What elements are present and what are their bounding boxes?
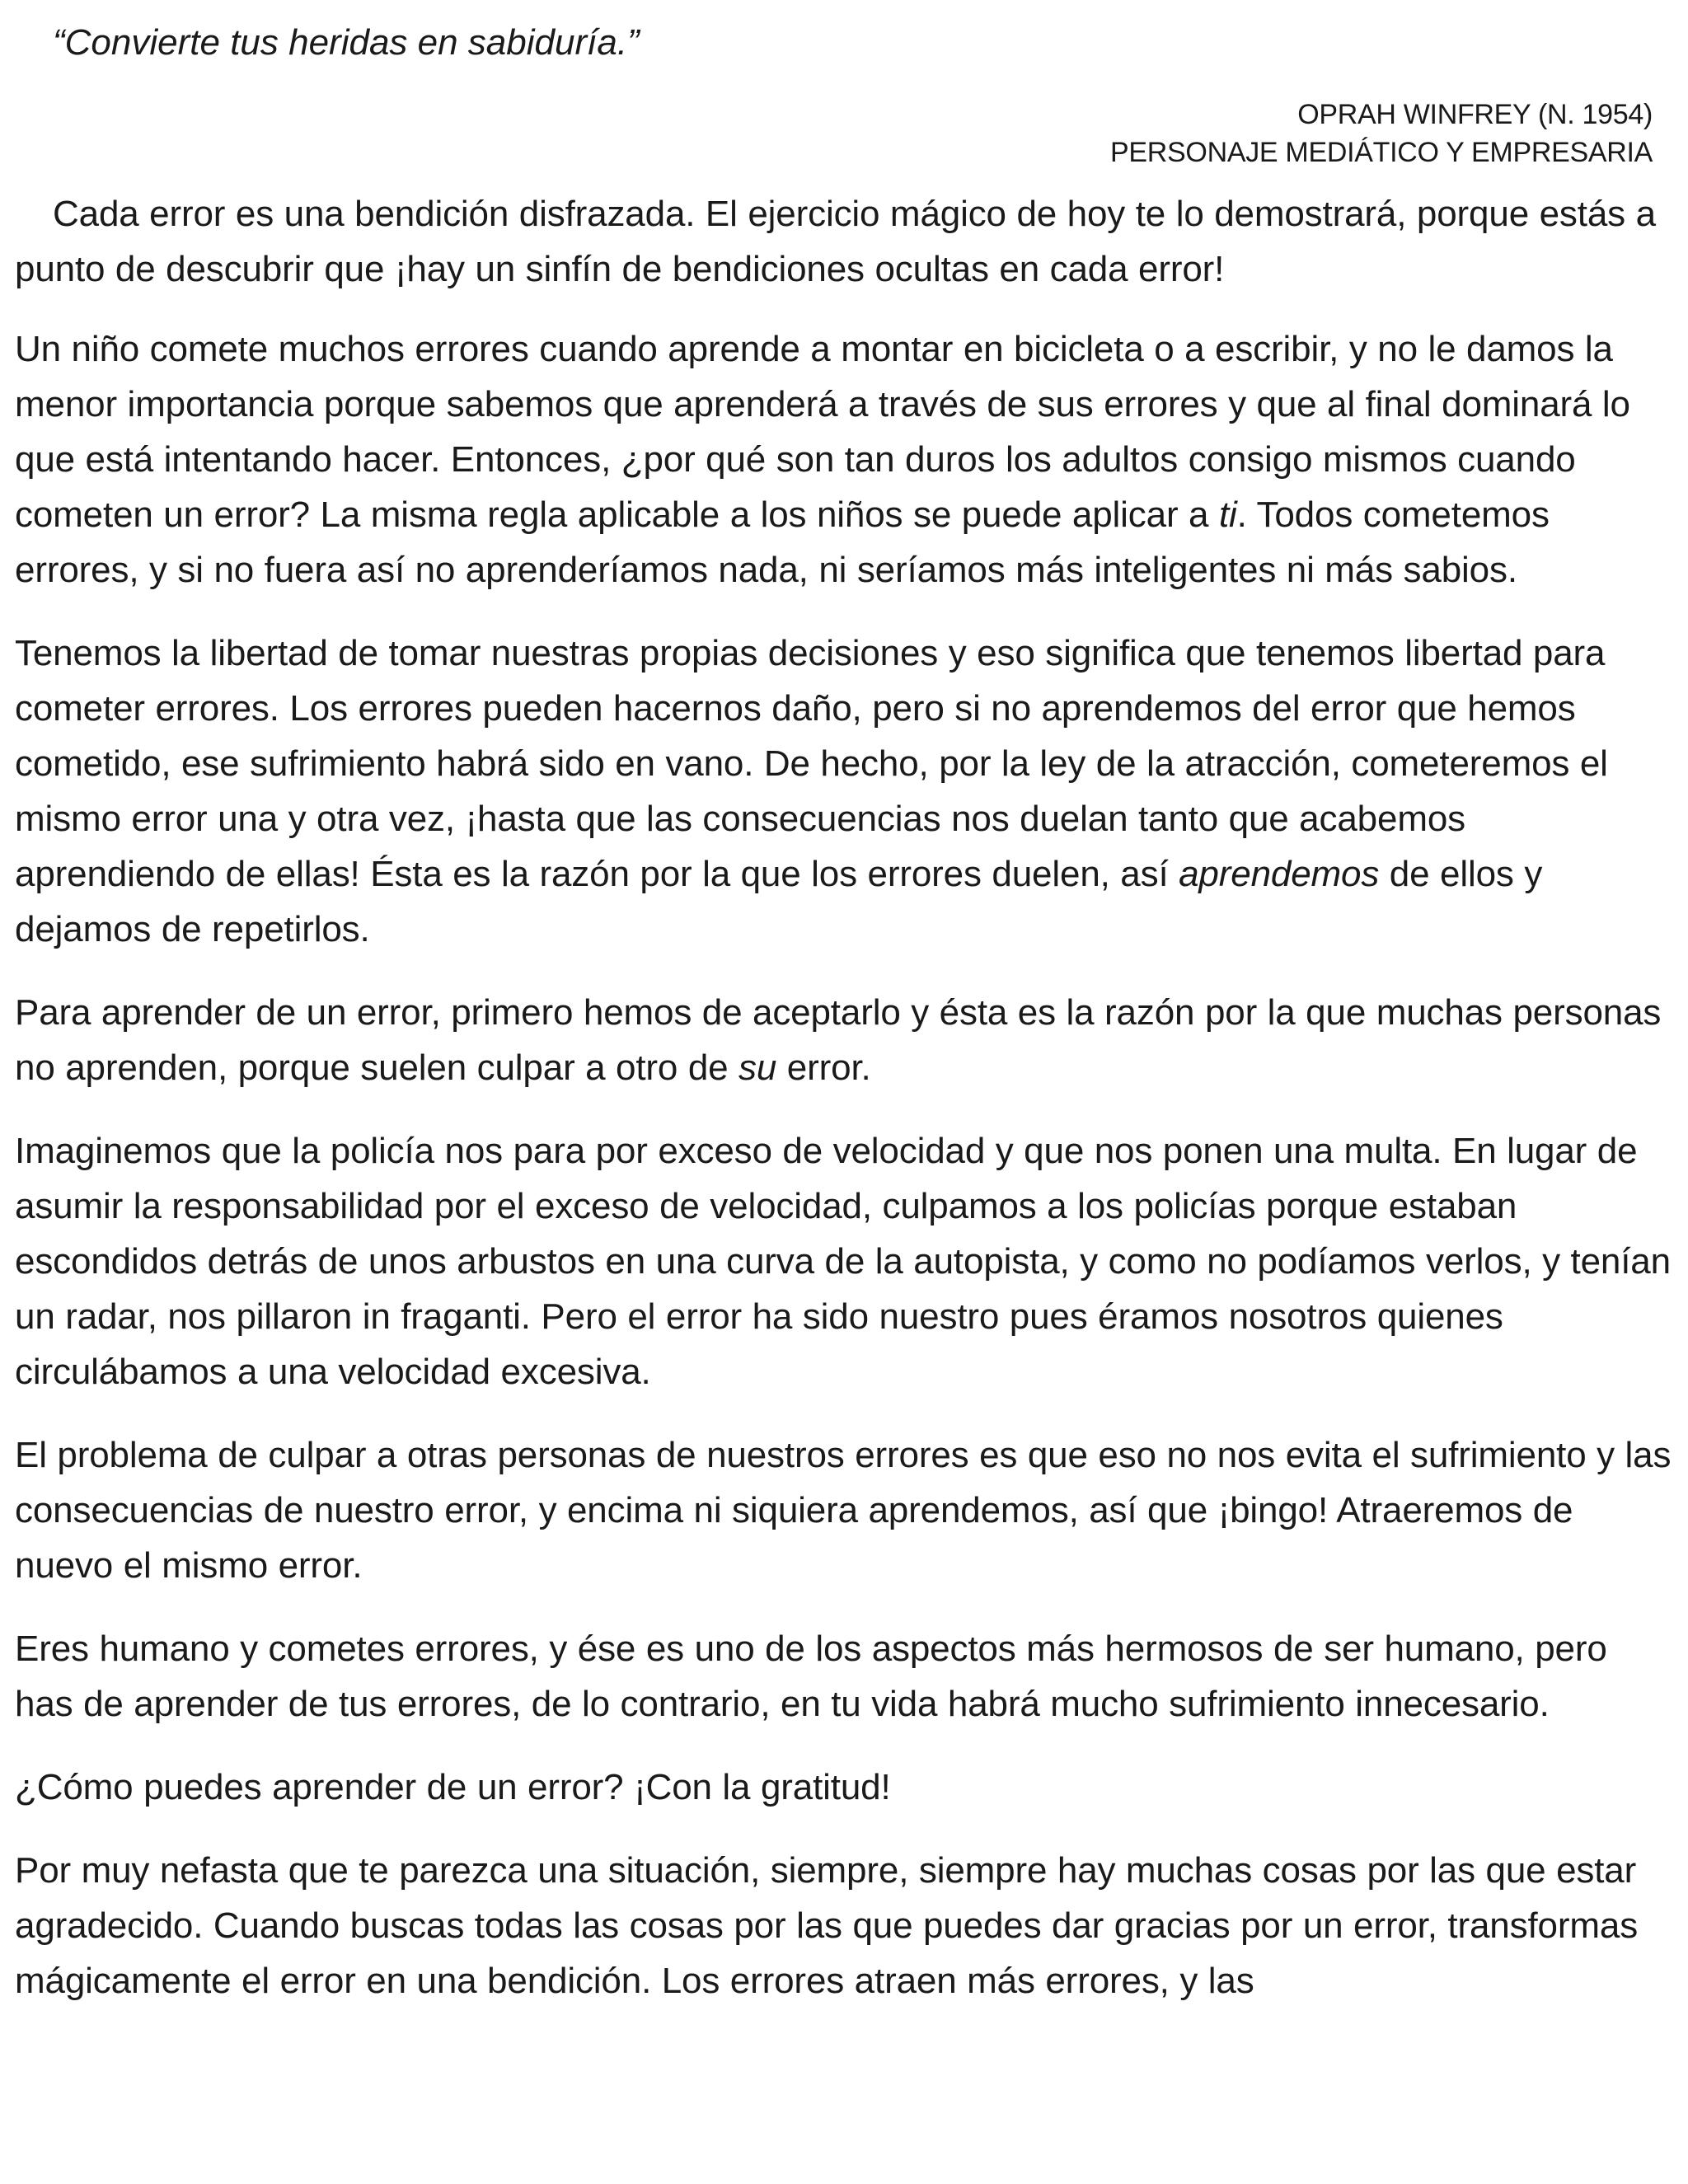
emphasis-text: su: [738, 1047, 777, 1088]
epigraph-attribution: [15, 96, 1653, 171]
body-paragraph: [15, 626, 1672, 957]
paragraph-text: Un niño comete muchos errores cuando aprende a montar en bicicleta o a escribir, y no le damos la menor importancia porque sabemos que aprenderá a través de sus errores y que al final dominará lo que está intentando hacer. Entonces, ¿por qué son tan duros los adultos consigo mismos cuando cometen un error? La misma regla aplicable a los niños se puede aplicar a: [15, 329, 1630, 535]
body-paragraph: [15, 1621, 1672, 1732]
body-paragraph: [15, 1427, 1672, 1593]
paragraph-text: El problema de culpar a otras personas de nuestros errores es que eso no nos evita el sufrimiento y las consecuencias de nuestro error, y encima ni siquiera aprendemos, así que ¡bingo! Atraeremos de nuevo el mismo error.: [15, 1435, 1672, 1586]
paragraph-text: Imaginemos que la policía nos para por exceso de velocidad y que nos ponen una multa. En lugar de asumir la responsabilidad por el exceso de velocidad, culpamos a los policías porque estaban escondidos detrás de unos arbustos en una curva de la autopista, y como no podíamos verlos, y tenían un radar, nos pillaron in fraganti. Pero el error ha sido nuestro pues éramos nosotros quienes circulábamos a una velocidad excesiva.: [15, 1131, 1671, 1392]
paragraph-text: Tenemos la libertad de tomar nuestras propias decisiones y eso significa que tenemos libertad para cometer errores. Los errores pueden hacernos daño, pero si no aprendemos del error que hemos cometido, ese sufrimiento habrá sido en vano. De hecho, por la ley de la atracción, cometeremos el mismo error una y otra vez, ¡hasta que las consecuencias nos duelan tanto que acabemos aprendiendo de ellas! Ésta es la razón por la que los errores duelen, así: [15, 633, 1608, 894]
body-paragraph: [15, 985, 1672, 1095]
epigraph-quote: “Convierte tus heridas en sabiduría.”: [53, 22, 640, 63]
body-paragraph: [15, 186, 1672, 297]
paragraph-text: . Todos cometemos errores, y si no fuera así no aprenderíamos nada, ni seríamos más inteligentes ni más sabios.: [15, 494, 1550, 590]
paragraph-text: Cada error es una bendición disfrazada. El ejercicio mágico de hoy te lo demostrará, porque estás a punto de descubrir que ¡hay un sinfín de bendiciones ocultas en cada error!: [15, 194, 1656, 289]
paragraph-text: Eres humano y cometes errores, y ése es uno de los aspectos más hermosos de ser humano, pero has de aprender de tus errores, de lo contrario, en tu vida habrá mucho sufrimiento innecesario.: [15, 1629, 1607, 1724]
epigraph-author: OPRAH WINFREY (N. 1954): [1297, 99, 1653, 130]
document-page: [15, 0, 1672, 2036]
paragraph-text: Para aprender de un error, primero hemos de aceptarlo y ésta es la razón por la que muchas personas no aprenden, porque suelen culpar a otro de: [15, 992, 1662, 1088]
body-text: [15, 186, 1672, 2008]
body-paragraph: [15, 1123, 1672, 1399]
emphasis-text: ti: [1218, 494, 1237, 535]
paragraph-text: ¿Cómo puedes aprender de un error? ¡Con la gratitud!: [15, 1767, 891, 1807]
emphasis-text: aprendemos: [1179, 854, 1380, 894]
paragraph-text: Por muy nefasta que te parezca una situación, siempre, siempre hay muchas cosas por las que estar agradecido. Cuando buscas todas las cosas por las que puedes dar gracias por un error, transformas mágicamente el error en una bendición. Los errores atraen más errores, y las: [15, 1850, 1639, 2001]
body-paragraph: [15, 1760, 1672, 1815]
epigraph-author-role: PERSONAJE MEDIÁTICO Y EMPRESARIA: [1110, 137, 1653, 168]
body-paragraph: [15, 321, 1672, 598]
paragraph-text: de ellos y dejamos de repetirlos.: [15, 854, 1543, 949]
body-paragraph: [15, 1843, 1672, 2008]
paragraph-text: error.: [776, 1047, 871, 1088]
